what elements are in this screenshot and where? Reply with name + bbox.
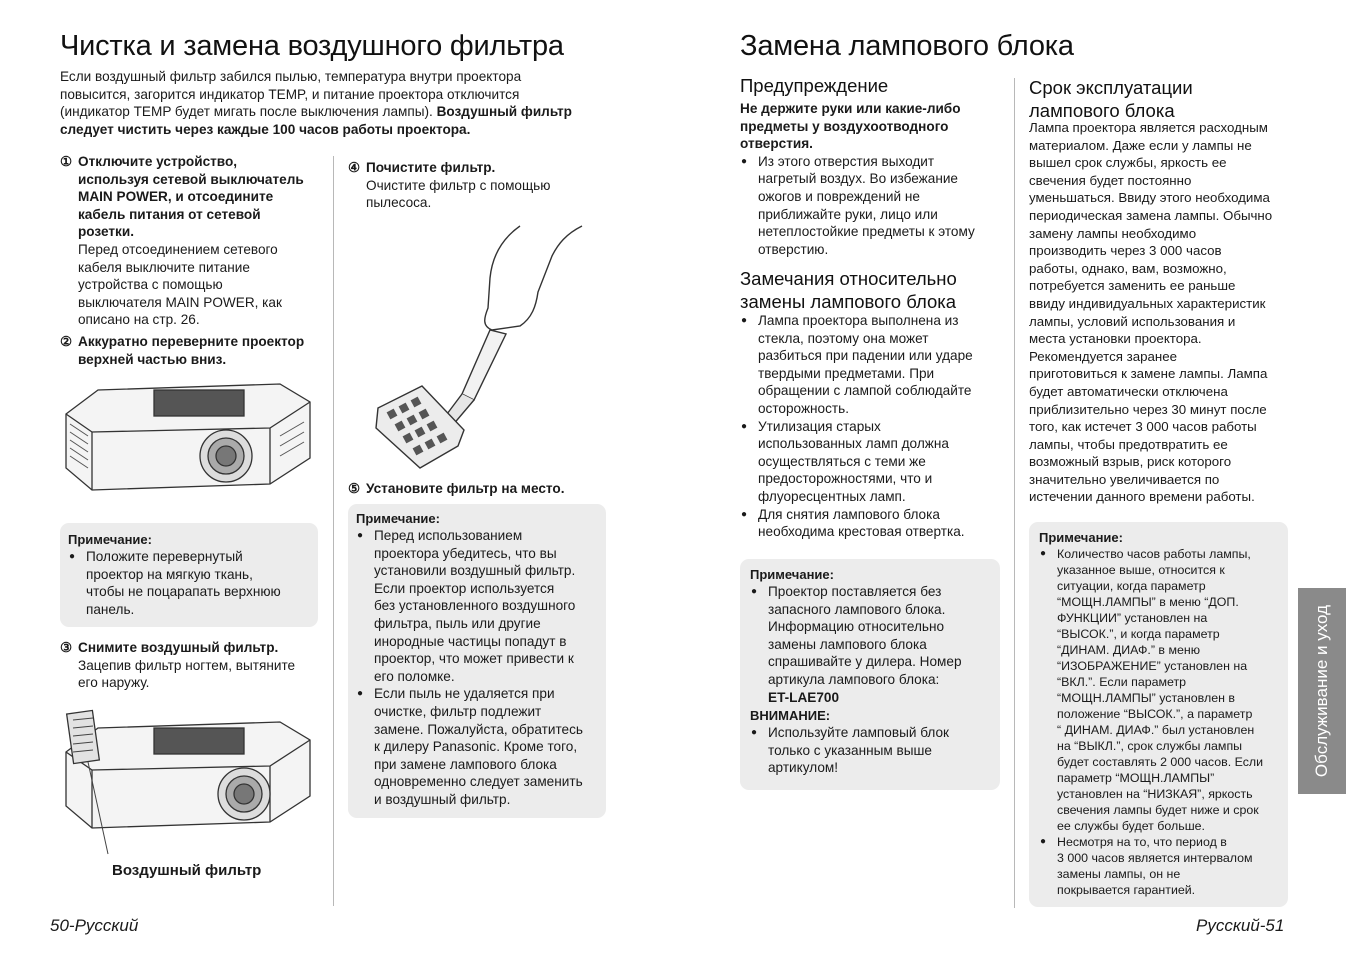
warning-bold-line: предметы у воздухоотводного — [740, 118, 949, 134]
column-divider — [1014, 78, 1015, 908]
step-2 — [60, 333, 330, 368]
warning-line: ● Из этого отверстия выходит — [758, 153, 935, 169]
page-title-right: Замена лампового блока — [740, 30, 1074, 62]
step-bold-line: верхней частью вниз. — [78, 351, 227, 367]
note-heading: Примечание: — [1039, 530, 1123, 545]
lifetime-line: замену лампы необходимо — [1029, 225, 1197, 241]
lifetime-paragraph — [1029, 119, 1299, 506]
lifetime-line: будет автоматически отключена — [1029, 383, 1228, 399]
lifetime-heading-line: Срок эксплуатации — [1029, 77, 1193, 98]
note-line: ● Количество часов работы лампы, — [1057, 547, 1251, 561]
lifetime-heading — [1029, 76, 1193, 122]
remarks-line: твердыми предметами. При — [758, 365, 935, 381]
step-1 — [60, 153, 330, 329]
note-line: ● Перед использованием — [374, 528, 523, 543]
lifetime-line: истечении данного времени работы. — [1029, 489, 1255, 505]
note-box — [1029, 522, 1288, 907]
remarks-section — [740, 312, 1006, 541]
step-bold-line: кабель питания от сетевой — [78, 206, 261, 222]
intro-line — [60, 103, 620, 121]
note-item — [68, 548, 308, 618]
step-number: ⑤ — [348, 481, 361, 496]
note-line: “ВКЛ.”. Если параметр — [1057, 675, 1187, 689]
projector-filter-illustration — [58, 706, 320, 856]
note-line: “ ДИНАМ. ДИАФ.” был установлен — [1057, 723, 1255, 737]
lifetime-line: ввиду индивидуальных характеристик — [1029, 295, 1266, 311]
note-line: на “ВЫКЛ.”, срок службы лампы — [1057, 739, 1243, 753]
lifetime-line: Лампа проектора является расходным — [1029, 120, 1268, 135]
remarks-line: необходима крестовая отвертка. — [758, 524, 965, 540]
note-line: фильтра, пыль или другие — [374, 615, 541, 631]
note-line: ● Положите перевернутый — [86, 549, 243, 564]
lifetime-line: свечения будет постоянно — [1029, 172, 1192, 188]
lifetime-heading-line: лампового блока — [1029, 100, 1175, 121]
projector-illustration — [58, 376, 320, 494]
lifetime-line: лампы, чтобы предотвратить ее — [1029, 436, 1228, 452]
lamp-part-number: ET-LAE700 — [768, 689, 840, 705]
intro-line3-normal: (индикатор TEMP будет мигать после выключения лампы). — [60, 104, 437, 120]
remarks-item — [740, 506, 1006, 541]
lifetime-line: вышел срок службы, яркость ее — [1029, 155, 1227, 171]
remarks-line: флуоресцентных ламп. — [758, 488, 906, 504]
note-line: “ДИНАМ. ДИАФ.” в меню — [1057, 643, 1200, 657]
lifetime-line: приготовиться к замене лампы. Лампа — [1029, 366, 1268, 382]
intro-paragraph — [60, 68, 620, 138]
step-text-line: выключателя MAIN POWER, как — [78, 294, 282, 310]
lifetime-line: лампы, условий использования и — [1029, 313, 1236, 329]
page-footer-left: 50-Русский — [50, 916, 139, 935]
note-line: ситуации, когда параметр — [1057, 579, 1206, 593]
note-box — [348, 504, 606, 818]
note-item — [356, 527, 598, 685]
note-line: проектор, что может привести к — [374, 651, 574, 667]
remarks-heading — [740, 267, 957, 313]
note-box — [60, 523, 318, 627]
note-item — [1039, 546, 1282, 834]
warning-line: приближайте руки, лицо или — [758, 206, 938, 222]
remarks-line: предосторожностями, что и — [758, 471, 933, 487]
step-text-line: Очистите фильтр с помощью — [366, 177, 551, 193]
note-line: проектора убедитесь, что вы — [374, 545, 557, 561]
note-line: к дилеру Panasonic. Кроме того, — [374, 739, 578, 755]
remarks-line: стекла, поэтому она может — [758, 330, 929, 346]
note-line: Если проектор используется — [374, 580, 555, 596]
lifetime-line: периодическая замена лампы. Обычно — [1029, 207, 1273, 223]
lifetime-line: потребуется заменить ее раньше — [1029, 278, 1236, 294]
note-line: ● Проектор поставляется без — [768, 584, 942, 599]
warning-line: ожогов и повреждений не — [758, 188, 920, 204]
note-line: ее службы будет больше. — [1057, 819, 1205, 833]
step-bold-line: Аккуратно переверните проектор — [78, 334, 305, 349]
note-line: свечения лампы будет ниже и срок — [1057, 803, 1259, 817]
remarks-item — [740, 418, 1006, 506]
step-number: ③ — [60, 640, 73, 655]
note-line: ФУНКЦИИ” установлен на — [1057, 611, 1208, 625]
remarks-line: осторожность. — [758, 400, 850, 416]
warning-item — [740, 153, 1006, 259]
warning-section — [740, 100, 1006, 258]
step-bold-line: Почистите фильтр. — [366, 160, 496, 175]
lifetime-line: производить через 3 000 часов — [1029, 243, 1222, 259]
step-5 — [348, 480, 598, 498]
step-number: ② — [60, 334, 73, 349]
step-4 — [348, 159, 598, 212]
attention-line: ● Используйте ламповый блок — [768, 725, 949, 741]
note-line: и воздушный фильтр. — [374, 791, 511, 807]
note-line: артикула лампового блока: — [768, 671, 940, 687]
section-side-tab — [1298, 588, 1346, 794]
note-line: “МОЩН.ЛАМПЫ” в меню “ДОП. — [1057, 595, 1239, 609]
step-text-line: устройства с помощью — [78, 277, 223, 293]
lifetime-line: материалом. Даже если у лампы не — [1029, 137, 1252, 153]
note-line: ● Если пыль не удаляется при — [374, 686, 555, 702]
remarks-heading-line: замены лампового блока — [740, 291, 957, 312]
intro-line: повысится, загорится индикатор TEMP, и питание проектора отключится — [60, 86, 520, 102]
note-line: параметр “МОЩН.ЛАМПЫ” — [1057, 771, 1215, 785]
note-line: замены лампового блока — [768, 636, 927, 652]
lifetime-line: приблизительно через 30 минут после — [1029, 401, 1267, 417]
column-divider — [333, 156, 334, 906]
remarks-line: ● Для снятия лампового блока — [758, 506, 940, 522]
note-item — [750, 583, 992, 706]
attention-line: артикулом! — [768, 760, 839, 776]
note-box — [740, 559, 1000, 790]
note-line: чтобы не поцарапать верхнюю — [86, 584, 281, 600]
step-text-line: кабеля выключите питание — [78, 259, 250, 275]
intro-line: Если воздушный фильтр забился пылью, температура внутри проектора — [60, 69, 522, 84]
warning-line: нагретый воздух. Во избежание — [758, 171, 958, 187]
note-line: установили воздушный фильтр. — [374, 563, 576, 579]
step-number: ④ — [348, 160, 361, 175]
note-line: “ВЫСОК.”, и когда параметр — [1057, 627, 1220, 641]
note-line: Информацию относительно — [768, 619, 945, 635]
page-title-left: Чистка и замена воздушного фильтра — [60, 30, 564, 62]
note-line: без установленного воздушного — [374, 598, 576, 614]
step-bold-line: используя сетевой выключатель — [78, 171, 304, 187]
lifetime-line: уменьшаться. Ввиду этого необходима — [1029, 190, 1270, 206]
remarks-item — [740, 312, 1006, 418]
note-line: установлен на “НИЗКАЯ”, яркость — [1057, 787, 1253, 801]
attention-heading: ВНИМАНИЕ: — [750, 708, 831, 724]
warning-line: отверстию. — [758, 241, 829, 257]
note-line: покрывается гарантией. — [1057, 883, 1196, 897]
note-line: инородные частицы попадут в — [374, 633, 567, 649]
note-heading: Примечание: — [750, 567, 834, 582]
note-line: “МОЩН.ЛАМПЫ” установлен в — [1057, 691, 1235, 705]
step-3 — [60, 639, 330, 692]
step-text-line: его наружу. — [78, 675, 150, 691]
remarks-heading-line: Замечания относительно — [740, 268, 957, 289]
step-bold-line: Снимите воздушный фильтр. — [78, 640, 279, 655]
note-line: при замене лампового блока — [374, 756, 557, 772]
attention-line: только с указанным выше — [768, 742, 932, 758]
note-line: одновременно следует заменить — [374, 774, 583, 790]
step-text-line: Зацепив фильтр ногтем, вытяните — [78, 657, 296, 673]
side-tab-label: Обслуживание и уход — [1312, 604, 1331, 778]
note-line: “ИЗОБРАЖЕНИЕ” установлен на — [1057, 659, 1248, 673]
intro-line3-bold: Воздушный фильтр — [436, 104, 572, 120]
note-line: ● Несмотря на то, что период в — [1057, 835, 1227, 849]
lifetime-line: того, как истечет 3 000 часов работы — [1029, 419, 1257, 435]
remarks-line: разбиться при падении или ударе — [758, 348, 973, 364]
note-line: спрашивайте у дилера. Номер — [768, 654, 962, 670]
step-number: ① — [60, 154, 73, 169]
remarks-line: обращении с лампой соблюдайте — [758, 383, 972, 399]
lifetime-line: возможный взрыв, риск которого — [1029, 454, 1232, 470]
lifetime-line: Рекомендуется заранее — [1029, 348, 1178, 364]
note-line: 3 000 часов является интервалом — [1057, 851, 1253, 865]
note-line: очистке, фильтр подлежит — [374, 703, 542, 719]
lifetime-line: значительно увеличивается по — [1029, 471, 1220, 487]
air-filter-label: Воздушный фильтр — [112, 862, 262, 879]
note-line: панель. — [86, 601, 135, 617]
lifetime-line: работы, однако, вам, возможно, — [1029, 260, 1227, 276]
remarks-line: использованных ламп должна — [758, 436, 949, 452]
note-line: замены лампы, он не — [1057, 867, 1181, 881]
attention-item — [750, 724, 992, 777]
note-line: замене. Пожалуйста, обратитесь — [374, 721, 583, 737]
step-bold-line: Установите фильтр на место. — [366, 481, 565, 496]
note-item — [1039, 834, 1282, 898]
note-heading: Примечание: — [68, 532, 152, 547]
note-line: положение “ВЫСОК.”, а параметр — [1057, 707, 1253, 721]
warning-heading: Предупреждение — [740, 75, 889, 96]
remarks-line: ● Лампа проектора выполнена из — [758, 313, 959, 328]
vacuum-cleaning-illustration — [370, 222, 592, 470]
step-text-line: Перед отсоединением сетевого — [78, 241, 278, 257]
note-heading: Примечание: — [356, 511, 440, 526]
remarks-line: осуществляться с теми же — [758, 453, 926, 469]
intro-line: следует чистить через каждые 100 часов работы проектора. — [60, 121, 471, 137]
step-text-line: пылесоса. — [366, 195, 432, 211]
lifetime-line: места установки проектора. — [1029, 331, 1202, 347]
note-line: указанное выше, относится к — [1057, 563, 1225, 577]
warning-bold-line: Не держите руки или какие-либо — [740, 101, 961, 116]
note-line: запасного лампового блока. — [768, 601, 946, 617]
step-bold-line: розетки. — [78, 224, 134, 240]
remarks-line: ● Утилизация старых — [758, 418, 881, 434]
note-line: его поломке. — [374, 668, 455, 684]
warning-line: нетеплостойкие предметы к этому — [758, 224, 975, 240]
note-line: будет составлять 2 000 часов. Если — [1057, 755, 1264, 769]
note-line: проектор на мягкую ткань, — [86, 566, 253, 582]
page-footer-right: Русский-51 — [1196, 916, 1285, 935]
note-item — [356, 685, 598, 808]
step-text-line: описано на стр. 26. — [78, 312, 200, 328]
step-bold-line: MAIN POWER, и отсоедините — [78, 189, 274, 205]
step-bold-line: Отключите устройство, — [78, 154, 238, 169]
warning-bold-line: отверстия. — [740, 136, 813, 152]
